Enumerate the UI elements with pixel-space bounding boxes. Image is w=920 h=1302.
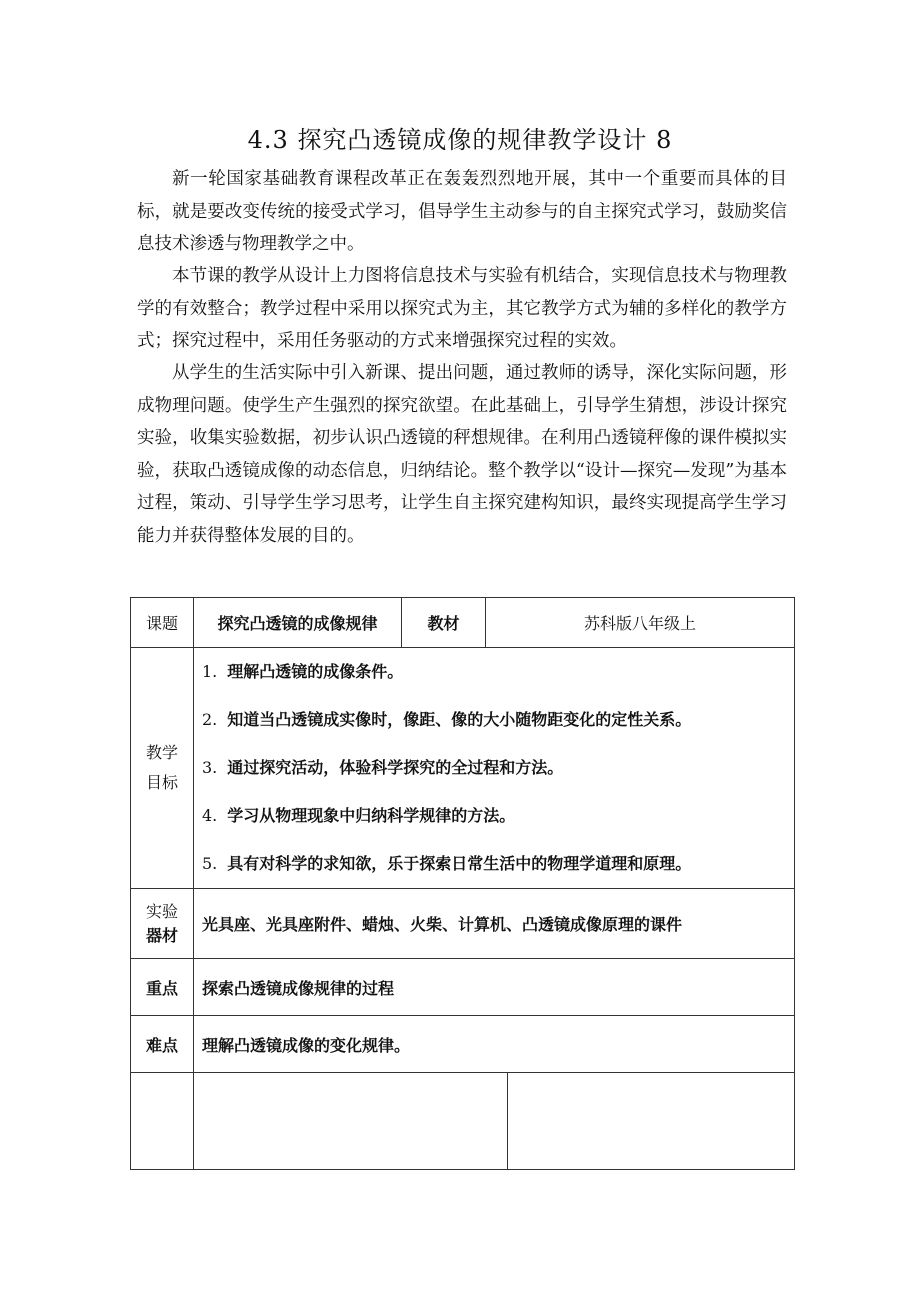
empty-cell-1 [131,1073,194,1170]
textbook-label: 教材 [402,598,486,648]
goal-text: 学习从物理现象中归纳科学规律的方法。 [227,806,516,825]
intro-paragraph-3: 从学生的生活实际中引入新课、提出问题，通过教师的诱导，深化实际问题，形成物理问题。使学生产生强烈的探究欲望。在此基础上，引导学生猜想，涉设计探究实验，收集实验数据，初步认识凸透镜的秤想规律。在利用凸透镜秤像的课件模拟实验，获取凸透镜成像的动态信息，归纳结论。整个教学以“设计—探究—发现”为基本过程，策动、引导学生学习思考，让学生自主探究建构知识，最终实现提高学生学习能力并获得整体发展的目的。 [137,363,787,546]
key-point-value: 探索凸透镜成像规律的过程 [194,959,795,1016]
key-point-row [131,959,795,1016]
goal-text: 通过探究活动，体验科学探究的全过程和方法。 [227,758,564,777]
difficulty-label: 难点 [131,1016,194,1073]
goals-row [131,648,795,889]
empty-row [131,1073,795,1170]
goal-number: 3. [202,758,218,777]
goal-text: 理解凸透镜的成像条件。 [227,662,404,681]
equipment-row [131,889,795,959]
goals-cell [194,648,795,889]
goal-text: 知道当凸透镜成实像时，像距、像的大小随物距变化的定性关系。 [227,710,692,729]
topic-label: 课题 [131,598,194,648]
difficulty-row [131,1016,795,1073]
key-point-label: 重点 [131,959,194,1016]
goal-number: 1. [202,662,218,681]
empty-cell-3 [508,1073,795,1170]
goal-item [202,696,786,744]
equipment-label [131,889,194,959]
goal-item [202,840,786,888]
intro-paragraph-1: 新一轮国家基础教育课程改革正在轰轰烈烈地开展，其中一个重要而具体的目标，就是要改变传统的接受式学习，倡导学生主动参与的自主探究式学习，鼓励奖信息技术渗透与物理教学之中。 [137,169,787,254]
goals-label [131,648,194,889]
topic-row [131,598,795,648]
goal-item [202,648,786,696]
goal-number: 5. [202,854,218,873]
equipment-label-line-1: 实验 [145,901,178,921]
goals-label-line-1: 教学 [145,743,178,762]
lesson-info-table [130,597,795,1170]
equipment-label-line-2: 器材 [145,925,178,945]
goal-item [202,792,786,840]
goal-number: 4. [202,806,218,825]
empty-cell-2 [194,1073,508,1170]
goals-label-line-2: 目标 [145,773,178,792]
goal-number: 2. [202,710,218,729]
textbook-value: 苏科版八年级上 [486,598,795,648]
intro-paragraph-2: 本节课的教学从设计上力图将信息技术与实验有机结合，实现信息技术与物理教学的有效整合；教学过程中采用以探究式为主，其它教学方式为辅的多样化的教学方式；探究过程中，采用任务驱动的方式来增强探究过程的实效。 [137,266,787,351]
document-title: 4.3 探究凸透镜成像的规律教学设计 8 [247,126,673,154]
topic-value: 探究凸透镜的成像规律 [194,598,402,648]
equipment-value: 光具座、光具座附件、蜡烛、火柴、计算机、凸透镜成像原理的课件 [194,889,795,959]
goal-text: 具有对科学的求知欲，乐于探索日常生活中的物理学道理和原理。 [227,854,692,873]
difficulty-value: 理解凸透镜成像的变化规律。 [194,1016,795,1073]
goal-item [202,744,786,792]
goals-list [202,648,786,888]
